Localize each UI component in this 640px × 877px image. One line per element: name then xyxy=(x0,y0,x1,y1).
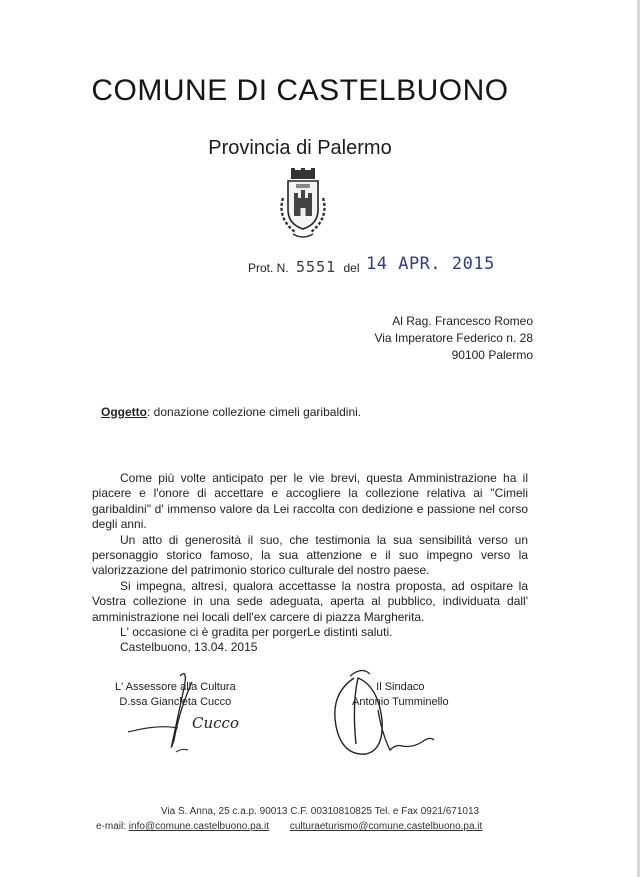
footer-emails xyxy=(96,821,500,832)
assessor-handwritten-name: Cucco xyxy=(192,714,239,732)
email-label: e-mail: xyxy=(96,821,127,832)
province-subtitle: Provincia di Palermo xyxy=(208,137,392,159)
mayor-name: Antonio Tumminello xyxy=(352,696,449,708)
assessor-handwritten-signature xyxy=(118,668,258,758)
subject-line xyxy=(101,405,361,419)
body-paragraph-1: Come più volte anticipato per le vie brevi, questa Amministrazione ha il piacere e l'onore di accettare e accogliere la collezione relativa ai "Cimeli garibaldini" d' immenso valore da Lei raccolta con dedizione e passione nel corso degli anni. xyxy=(92,471,528,532)
date-stamp: 14 APR. 2015 xyxy=(366,254,495,274)
body-paragraph-2: Un atto di generosità il suo, che testimonia la sua sensibilità verso un personaggio storico famoso, la sua attenzione e il suo impegno verso la valorizzazione del patrimonio storico culturale del nostro paese. xyxy=(92,532,528,578)
recipient-address xyxy=(374,313,533,364)
body-paragraph-3: Si impegna, altresì, qualora accettasse la nostra proposta, ad ospitare la Vostra collezione in una sede adeguata, aperta al pubblico, individuata dall' amministrazione nei locali dell'ex carcere di piazza Margherita. xyxy=(92,578,528,624)
protocol-number: 5551 xyxy=(296,258,337,276)
email-info-link[interactable]: info@comune.castelbuono.pa.it xyxy=(128,821,270,832)
mayor-handwritten-signature xyxy=(326,664,456,764)
body-paragraph-4: L' occasione ci è gradita per porgerLe distinti saluti. xyxy=(120,625,393,640)
recipient-city: 90100 Palermo xyxy=(451,348,533,362)
email-culture-link[interactable]: culturaeturismo@comune.castelbuono.pa.it xyxy=(289,821,483,832)
assessor-name: D.ssa Giancleta Cucco xyxy=(119,696,232,708)
coat-of-arms-icon xyxy=(271,168,335,242)
protocol-prefix: Prot. N. xyxy=(248,261,289,275)
subject-text: : donazione collezione cimeli garibaldini. xyxy=(147,405,362,419)
subject-label: Oggetto xyxy=(101,405,147,419)
municipality-title: COMUNE DI CASTELBUONO xyxy=(91,74,509,107)
place-date: Castelbuono, 13.04. 2015 xyxy=(120,640,258,654)
recipient-name: Al Rag. Francesco Romeo xyxy=(392,314,533,328)
recipient-street: Via Imperatore Federico n. 28 xyxy=(374,331,533,345)
protocol-line xyxy=(248,258,360,276)
letter-body xyxy=(92,471,528,640)
footer-contacts: Via S. Anna, 25 c.a.p. 90013 C.F. 00310810825 Tel. e Fax 0921/671013 xyxy=(160,806,480,817)
mayor-title: Il Sindaco xyxy=(376,681,425,693)
assessor-title: L' Assessore alla Cultura xyxy=(115,681,236,693)
protocol-del: del xyxy=(343,261,360,275)
